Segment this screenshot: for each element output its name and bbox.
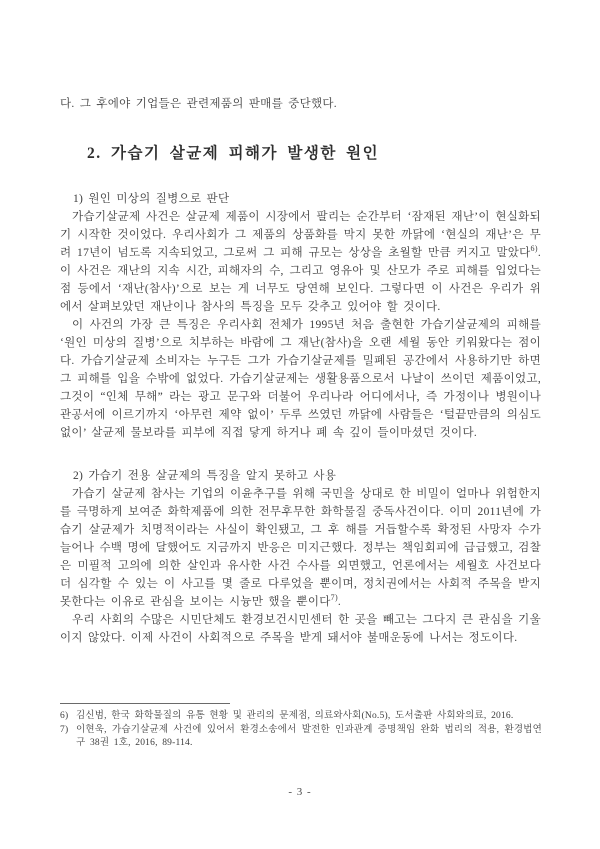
footnote-7: [60, 724, 542, 751]
subsection-2-title: 2) 가습기 전용 살균제의 특징을 알지 못하고 사용: [73, 470, 337, 482]
footnote-6-marker: 6): [60, 711, 69, 721]
footnote-area: [60, 703, 542, 751]
page-number: - 3 -: [288, 786, 312, 798]
footnote-ref-6: 6): [530, 244, 538, 254]
paragraph-text: 가습기살균제 사건은 살균제 제품이 시장에서 팔리는 순간부터 ‘잠재된 재난’이 현실화되기 시작한 것이었다. 우리사회가 그 제품의 상품화를 막지 못한 까닭에 ‘현실의 재난’은 무려 17년이 넘도록 지속되었고, 그로써 그 피해 규모는 상상을 초월할 만큼 커지고 말았다: [60, 211, 541, 259]
subsection-2: [60, 467, 541, 647]
paragraph-text: 가습기 살균제 참사는 기업의 이윤추구를 위해 국민을 상대로 한 비밀이 얼마나 위험한지를 극명하게 보여준 화학제품에 의한 전무후무한 화학물질 중독사건이다. 이미 2011년에 가습기 살균제가 치명적이라는 사실이 확인됐고, 그 후 해를 거듭할수록 확정된 사망자 수가 늘어나 수백 명에 달했어도 지금까지 반응은 미지근했다. 정부는 책임회피에 급급했고, 검찰은 미필적 고의에 의한 살인과 유사한 사건 수사를 외면했고, 언론에서는 세월호 사건보다 더 심각할 수 있는 이 사고를 몇 줄로 다루었을 뿐이며, 정치권에서는 사회적 주목을 받지 못한다는 이유로 관심을 보이는 시늉만 했을 뿐이다: [60, 488, 541, 608]
footnote-6: [60, 710, 542, 724]
footnote-ref-7: 7): [330, 593, 338, 603]
subsection-1-title: 1) 원인 미상의 질병으로 판단: [73, 193, 230, 205]
paragraph-text: . 이 사건은 재난의 지속 시간, 피해자의 수, 그리고 영유아 및 산모가 주로 피해를 입었다는 점 등에서 ‘재난(참사)’으로 보는 게 너무도 당연해 보인다. 그렇다면 이 사건은 우리가 위에서 살펴보았던 재난이나 참사의 특징을 모두 갖추고 있어야 할 것이다.: [60, 247, 541, 313]
subsection-1-paragraph-2: 이 사건의 가장 큰 특징은 우리사회 전체가 1995년 처음 출현한 가습기살균제의 피해를 ‘원인 미상의 질병’으로 치부하는 바람에 그 재난(참사)을 오랜 세월 동안 키워왔다는 점이다. 가습기살균제 소비자는 누구든 그가 가습기살균제를 밀폐된 공간에서 사용하기만 하면 그 피해를 입을 수밖에 없었다. 가습기살균제는 생활용품으로서 나날이 쓰이던 제품이었고, 그것이 “인체 무해” 라는 광고 문구와 더불어 우리나라 어디에서나, 즉 가정이나 병원이나 관공서에 이르기까지 ‘아무런 제약 없이’ 두루 쓰였던 까닭에 사람들은 ‘털끝만큼의 의심도 없이’ 살균제 물보라를 피부에 직접 닿게 하거나 폐 속 깊이 들이마셨던 것이다.: [60, 319, 541, 439]
footnote-7-text: 이현욱, 가습기살균제 사건에 있어서 환경소송에서 발전한 인과관계 증명책임 완화 법리의 적용, 환경법연구 38권 1호, 2016, 89-114.: [76, 724, 542, 748]
subsection-1-paragraph-1: [60, 208, 541, 316]
footnote-6-text: 김신범, 한국 화학물질의 유통 현황 및 관리의 문제점, 의료와사회(No.5), 도서출판 사회와의료, 2016.: [76, 711, 514, 721]
footnote-divider: [60, 703, 230, 704]
subsection-2-paragraph-2: 우리 사회의 수많은 시민단체도 환경보건시민센터 한 곳을 빼고는 그다지 큰 관심을 기울이지 않았다. 이제 사건이 사회적으로 주목을 받게 돼서야 불매운동에 나서는 정도이다.: [60, 614, 541, 644]
footnote-7-marker: 7): [60, 724, 69, 735]
document-body: [60, 95, 541, 647]
subsection-2-paragraph-1: [60, 485, 541, 611]
section-heading: 2. 가습기 살균제 피해가 발생한 원인: [87, 145, 380, 162]
continuation-line: 다. 그 후에야 기업들은 관련제품의 판매를 중단했다.: [60, 98, 337, 110]
subsection-1: [60, 190, 541, 442]
paragraph-text: .: [337, 596, 342, 608]
